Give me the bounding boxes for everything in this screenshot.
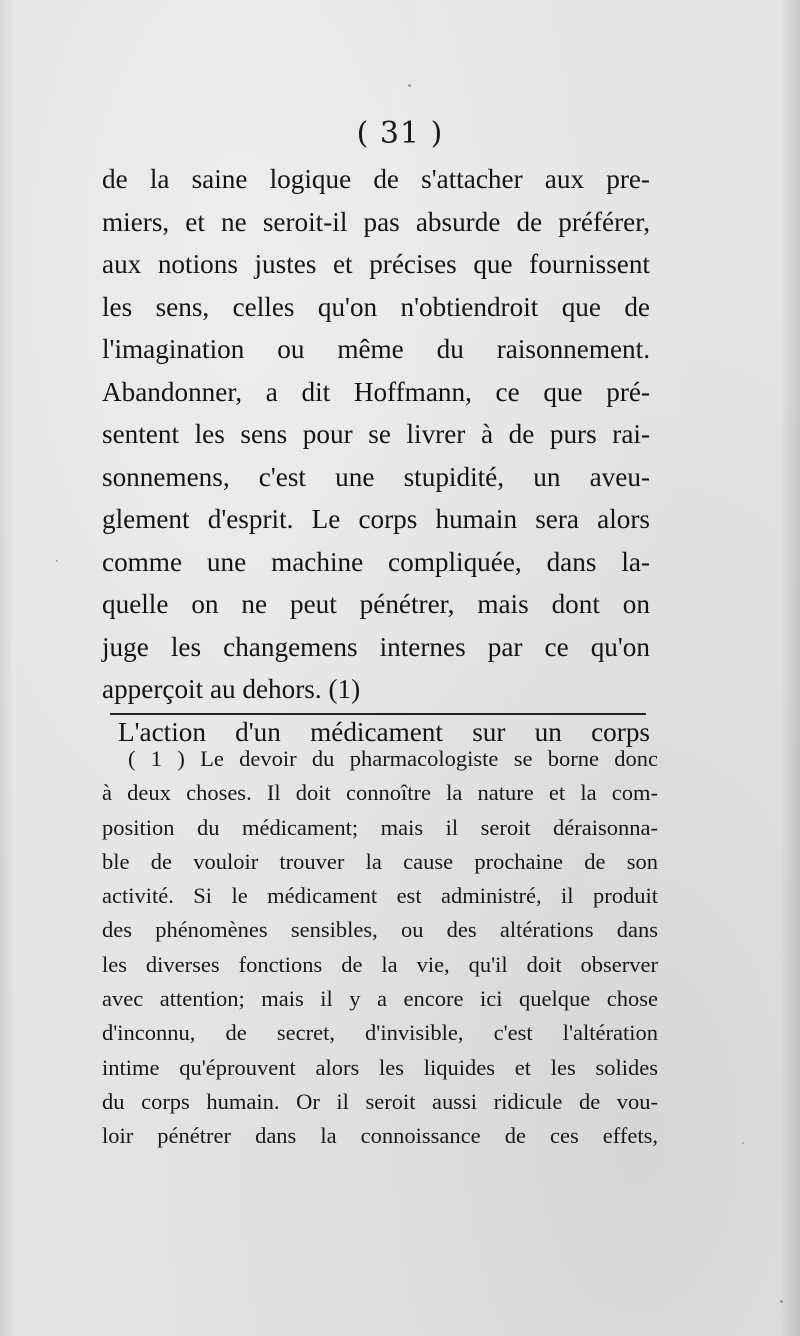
footnote-line: position du médicament; mais il seroit déraisonna- — [102, 814, 658, 840]
text-line: sonnemens, c'est une stupidité, un aveu- — [102, 461, 650, 492]
page-number: ( 31 ) — [356, 116, 444, 151]
text-line: miers, et ne seroit-il pas absurde de préférer, — [102, 206, 650, 237]
text-line: les sens, celles qu'on n'obtiendroit que de — [102, 291, 650, 322]
footnote-separator-rule — [110, 713, 646, 715]
main-text-block — [102, 158, 650, 753]
paper-speck — [56, 560, 58, 562]
text-line: glement d'esprit. Le corps humain sera alors — [102, 504, 650, 534]
text-line: Abandonner, a dit Hoffmann, ce que pré- — [102, 376, 650, 407]
text-line: de la saine logique de s'attacher aux pre- — [102, 164, 650, 194]
footnote-line: ble de vouloir trouver la cause prochaine de son — [102, 848, 658, 874]
footnote-line: activité. Si le médicament est administré, il produit — [102, 883, 658, 909]
footnote-line: à deux choses. Il doit connoître la nature et la com- — [102, 780, 658, 806]
footnote-line: intime qu'éprouvent alors les liquides et les solides — [102, 1054, 658, 1080]
footnote-line: avec attention; mais il y a encore ici quelque chose — [102, 986, 658, 1012]
text-line: comme une machine compliquée, dans la- — [102, 546, 650, 577]
paper-speck — [780, 1300, 783, 1303]
footnote-line: du corps humain. Or il seroit aussi ridicule de vou- — [102, 1088, 658, 1114]
text-line: L'action d'un médicament sur un corps — [118, 716, 650, 747]
text-line: quelle on ne peut pénétrer, mais dont on — [102, 589, 650, 619]
text-line: apperçoit au dehors. (1) — [102, 674, 361, 704]
footnote-block — [102, 742, 658, 1154]
paper-speck — [742, 1142, 744, 1144]
footnote-line: d'inconnu, de secret, d'invisible, c'est l'altération — [102, 1020, 658, 1046]
footnote-line: loir pénétrer dans la connoissance de ces effets, — [102, 1123, 658, 1149]
text-line: juge les changemens internes par ce qu'on — [102, 631, 650, 662]
footnote-line: ( 1 ) Le devoir du pharmacologiste se borne donc — [128, 746, 658, 771]
text-line: aux notions justes et précises que fournissent — [102, 249, 650, 279]
footnote-line: les diverses fonctions de la vie, qu'il doit observer — [102, 951, 658, 977]
footnote-line: des phénomènes sensibles, ou des altérations dans — [102, 917, 658, 943]
text-line: l'imagination ou même du raisonnement. — [102, 334, 650, 364]
paper-speck — [408, 84, 411, 87]
text-line: sentent les sens pour se livrer à de purs rai- — [102, 419, 650, 449]
